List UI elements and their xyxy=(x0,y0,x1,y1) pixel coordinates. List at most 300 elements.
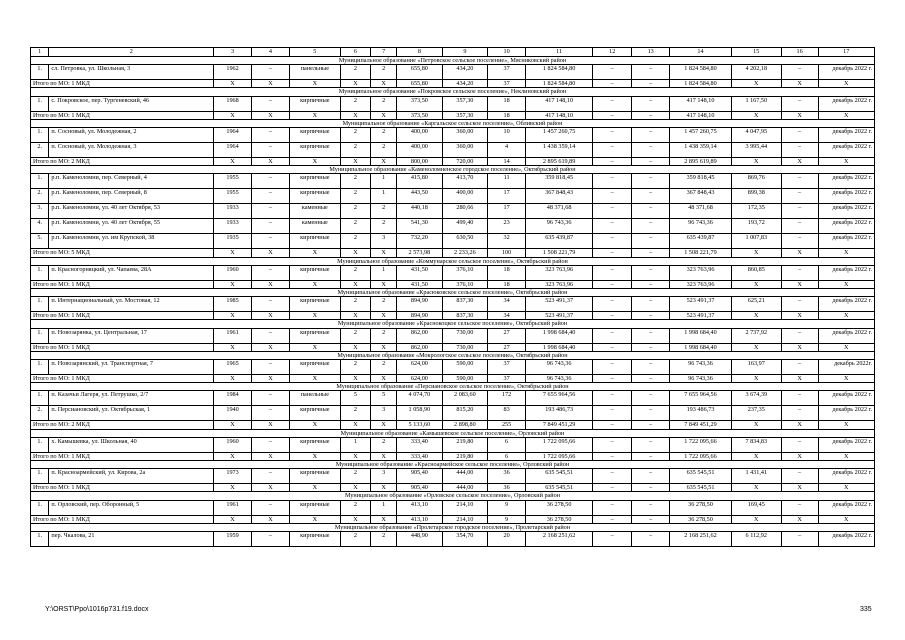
total-cell: Х xyxy=(214,452,252,460)
total-cell: Х xyxy=(340,280,370,288)
table-cell: 732,20 xyxy=(397,234,443,249)
table-cell: 2 xyxy=(340,500,370,515)
table-cell: 1984 xyxy=(214,391,252,406)
table-cell: 1968 xyxy=(214,96,252,111)
table-cell: 1962 xyxy=(214,65,252,80)
total-cell: Х xyxy=(731,452,781,460)
table-cell: – xyxy=(593,469,632,484)
table-cell: 359 818,45 xyxy=(526,174,593,189)
total-cell: Х xyxy=(781,343,818,351)
table-row xyxy=(31,469,875,484)
total-cell: Х xyxy=(781,375,818,383)
table-cell: 1 007,83 xyxy=(731,234,781,249)
section-title: Муниципальное образование «Коммунарское сельское поселение», Октябрьский район xyxy=(31,257,875,265)
table-cell: – xyxy=(251,143,289,158)
total-cell: 2 898,80 xyxy=(442,421,488,429)
total-cell: Х xyxy=(731,249,781,257)
total-cell: 376,10 xyxy=(442,280,488,288)
section-header-row xyxy=(31,257,875,265)
section-header-row xyxy=(31,88,875,96)
table-cell: 17 xyxy=(488,204,526,219)
table-cell: 1. xyxy=(31,65,49,80)
total-row xyxy=(31,80,875,88)
total-cell: Х xyxy=(818,421,874,429)
table-cell: 400,00 xyxy=(397,143,443,158)
table-cell: 523 491,37 xyxy=(670,297,732,312)
table-cell: 3 xyxy=(371,406,397,421)
section-title: Муниципальное образование «Красюковское сельское поселение», Октябрьский район xyxy=(31,289,875,297)
footer-file-path: Y:\ORST\Ppo\1016p731.f19.docx xyxy=(45,606,149,613)
table-cell: 172 xyxy=(488,391,526,406)
table-cell: пер. Чкалова, 21 xyxy=(49,532,214,547)
total-cell: Х xyxy=(289,375,340,383)
table-cell: 2 xyxy=(371,532,397,547)
table-cell: декабрь 2022 г. xyxy=(818,189,874,204)
table-cell: 10 xyxy=(488,128,526,143)
table-cell: – xyxy=(781,234,818,249)
table-cell: 1961 xyxy=(214,328,252,343)
table-cell: – xyxy=(632,204,670,219)
table-cell: кирпичные xyxy=(289,328,340,343)
total-cell: 1 722 095,66 xyxy=(526,452,593,460)
total-label: Итого по МО: 2 МКД xyxy=(31,158,214,166)
total-cell: 590,00 xyxy=(442,375,488,383)
total-cell: 523 491,37 xyxy=(526,312,593,320)
table-cell: – xyxy=(632,174,670,189)
table-cell: 2 xyxy=(340,234,370,249)
table-cell: 1985 xyxy=(214,297,252,312)
total-cell: – xyxy=(632,312,670,320)
table-cell: панельные xyxy=(289,65,340,80)
table-cell: 1933 xyxy=(214,204,252,219)
table-cell: 37 xyxy=(488,65,526,80)
table-cell: 448,90 xyxy=(397,532,443,547)
table-cell: – xyxy=(632,532,670,547)
table-row xyxy=(31,328,875,343)
total-cell: Х xyxy=(731,343,781,351)
table-cell: 1. xyxy=(31,265,49,280)
total-cell: Х xyxy=(214,158,252,166)
table-cell: 2 xyxy=(340,204,370,219)
total-cell: Х xyxy=(371,343,397,351)
table-cell: – xyxy=(251,219,289,234)
total-cell: Х xyxy=(781,421,818,429)
table-cell: 2 xyxy=(371,360,397,375)
total-cell: – xyxy=(593,515,632,523)
table-cell: 2 xyxy=(340,65,370,80)
total-cell: 323 763,96 xyxy=(526,280,593,288)
total-cell: 862,00 xyxy=(397,343,443,351)
table-cell: 2 xyxy=(340,174,370,189)
table-cell: – xyxy=(251,328,289,343)
table-cell: кирпичные xyxy=(289,360,340,375)
total-cell: Х xyxy=(818,515,874,523)
table-cell: 1 xyxy=(340,437,370,452)
total-cell: 255 xyxy=(488,421,526,429)
total-cell: Х xyxy=(214,343,252,351)
table-cell: 4 047,95 xyxy=(731,128,781,143)
table-cell: – xyxy=(593,297,632,312)
table-cell: – xyxy=(593,265,632,280)
table-cell: 323 763,96 xyxy=(670,265,732,280)
table-cell: п. Интернациональный, ул. Мостовая, 12 xyxy=(49,297,214,312)
table-cell: 18 xyxy=(488,265,526,280)
table-cell: 417 148,10 xyxy=(526,96,593,111)
total-cell: Х xyxy=(818,158,874,166)
total-cell: – xyxy=(593,80,632,88)
total-cell: Х xyxy=(818,343,874,351)
table-cell: кирпичные xyxy=(289,500,340,515)
total-cell: Х xyxy=(251,249,289,257)
table-cell: кирпичные xyxy=(289,128,340,143)
table-cell: 2 168 251,62 xyxy=(670,532,732,547)
table-row xyxy=(31,532,875,547)
total-row xyxy=(31,111,875,119)
table-cell: 499,40 xyxy=(442,219,488,234)
total-cell: Х xyxy=(781,484,818,492)
table-cell: – xyxy=(781,532,818,547)
table-cell: декабрь 2022 г. xyxy=(818,328,874,343)
total-row xyxy=(31,452,875,460)
table-cell: – xyxy=(781,204,818,219)
table-cell: 23 xyxy=(488,219,526,234)
table-cell: 1. xyxy=(31,297,49,312)
total-cell: 96 743,36 xyxy=(526,375,593,383)
total-cell: Х xyxy=(251,484,289,492)
total-cell: Х xyxy=(340,111,370,119)
total-cell: 431,50 xyxy=(397,280,443,288)
table-cell: 1 722 095,66 xyxy=(670,437,732,452)
table-cell: 1 xyxy=(371,174,397,189)
table-cell: 815,20 xyxy=(442,406,488,421)
table-cell: 193 486,73 xyxy=(526,406,593,421)
header-row xyxy=(31,48,875,57)
table-cell: 1. xyxy=(31,469,49,484)
table-row xyxy=(31,234,875,249)
total-cell: Х xyxy=(340,80,370,88)
table-cell: 1960 xyxy=(214,265,252,280)
table-cell: 2 xyxy=(371,143,397,158)
total-cell: Х xyxy=(371,280,397,288)
table-cell: – xyxy=(781,265,818,280)
table-cell: декабрь 2022 г. xyxy=(818,469,874,484)
total-cell: 373,50 xyxy=(397,111,443,119)
table-cell: 2. xyxy=(31,406,49,421)
table-cell: 2 xyxy=(340,219,370,234)
table-row xyxy=(31,128,875,143)
total-cell: – xyxy=(632,249,670,257)
header-cell: 3 xyxy=(214,48,252,57)
table-cell: 1959 xyxy=(214,532,252,547)
table-cell: 862,00 xyxy=(397,328,443,343)
table-cell: 7 834,83 xyxy=(731,437,781,452)
table-cell: 354,70 xyxy=(442,532,488,547)
total-cell: Х xyxy=(340,249,370,257)
table-cell: 7 655 964,56 xyxy=(670,391,732,406)
total-row xyxy=(31,375,875,383)
table-cell: декабрь 2022 г. xyxy=(818,219,874,234)
header-cell: 16 xyxy=(781,48,818,57)
table-cell: – xyxy=(593,65,632,80)
table-cell: 1940 xyxy=(214,406,252,421)
total-cell: Х xyxy=(214,375,252,383)
table-cell: 635 439,87 xyxy=(670,234,732,249)
table-cell: 5 xyxy=(371,391,397,406)
total-label: Итого по МО: 1 МКД xyxy=(31,111,214,119)
total-label: Итого по МО: 1 МКД xyxy=(31,312,214,320)
section-header-row xyxy=(31,166,875,174)
table-cell: 3 xyxy=(371,234,397,249)
total-row xyxy=(31,249,875,257)
table-cell: р.п. Каменоломни, ул. 40 лет Октября, 55 xyxy=(49,219,214,234)
table-cell: 635 439,87 xyxy=(526,234,593,249)
table-cell: р.п. Каменоломни, пер. Северный, 8 xyxy=(49,189,214,204)
table-cell: 2 xyxy=(340,297,370,312)
table-cell: – xyxy=(251,532,289,547)
table-cell: п. Сосновый, ул. Молодежная, 3 xyxy=(49,143,214,158)
table-cell: 359 818,45 xyxy=(670,174,732,189)
header-cell: 7 xyxy=(371,48,397,57)
total-cell: 96 743,36 xyxy=(670,375,732,383)
table-cell: 83 xyxy=(488,406,526,421)
total-cell: Х xyxy=(340,484,370,492)
table-cell: 9 xyxy=(488,500,526,515)
total-cell: 6 xyxy=(488,452,526,460)
total-cell: Х xyxy=(371,80,397,88)
total-cell: 2 573,98 xyxy=(397,249,443,257)
table-cell: 34 xyxy=(488,297,526,312)
table-cell: панельные xyxy=(289,391,340,406)
total-label: Итого по МО: 1 МКД xyxy=(31,484,214,492)
table-cell: 635 545,51 xyxy=(526,469,593,484)
table-cell: – xyxy=(593,128,632,143)
table-cell: декабрь 2022 г. xyxy=(818,265,874,280)
total-cell: Х xyxy=(251,375,289,383)
total-cell: Х xyxy=(289,343,340,351)
total-cell: 214,10 xyxy=(442,515,488,523)
total-cell: Х xyxy=(251,158,289,166)
total-cell: 219,80 xyxy=(442,452,488,460)
table-cell: 2 168 251,62 xyxy=(526,532,593,547)
table-cell: каменные xyxy=(289,219,340,234)
section-title: Муниципальное образование «Краснокоцкое сельское поселение», Октябрьский район xyxy=(31,320,875,328)
total-cell: 333,40 xyxy=(397,452,443,460)
total-cell: 1 998 684,40 xyxy=(526,343,593,351)
table-cell: 214,10 xyxy=(442,500,488,515)
total-cell: Х xyxy=(818,375,874,383)
table-cell: 20 xyxy=(488,532,526,547)
total-cell: Х xyxy=(781,249,818,257)
total-cell: 444,00 xyxy=(442,484,488,492)
total-cell: Х xyxy=(731,111,781,119)
total-cell: 894,90 xyxy=(397,312,443,320)
total-cell: Х xyxy=(340,375,370,383)
table-cell: 413,10 xyxy=(397,500,443,515)
table-cell: – xyxy=(593,143,632,158)
section-header-row xyxy=(31,523,875,531)
table-cell: 635 545,51 xyxy=(670,469,732,484)
table-cell: – xyxy=(781,65,818,80)
table-cell: 4 074,70 xyxy=(397,391,443,406)
table-cell: 360,00 xyxy=(442,143,488,158)
total-row xyxy=(31,484,875,492)
section-title: Муниципальное образование «Пролетарское городское поселение», Пролетарский район xyxy=(31,523,875,531)
table-cell: 11 xyxy=(488,174,526,189)
table-row xyxy=(31,204,875,219)
table-cell: 2 xyxy=(371,437,397,452)
header-cell: 9 xyxy=(442,48,488,57)
total-cell: 635 545,51 xyxy=(526,484,593,492)
total-cell: 5 133,60 xyxy=(397,421,443,429)
table-cell: р.п. Каменоломни, ул. им Крупской, 38 xyxy=(49,234,214,249)
total-row xyxy=(31,421,875,429)
total-cell: – xyxy=(632,484,670,492)
table-cell: – xyxy=(251,406,289,421)
table-cell: п. Красногорняцкий, ул. Чапаева, 28А xyxy=(49,265,214,280)
table-cell: 630,50 xyxy=(442,234,488,249)
total-cell: Х xyxy=(731,158,781,166)
table-cell: – xyxy=(632,437,670,452)
table-cell: – xyxy=(632,391,670,406)
table-row xyxy=(31,219,875,234)
table-cell: 899,38 xyxy=(731,189,781,204)
total-cell: – xyxy=(593,280,632,288)
total-cell: 37 xyxy=(488,375,526,383)
table-cell: 18 xyxy=(488,96,526,111)
table-cell: 431,50 xyxy=(397,265,443,280)
table-cell: 4. xyxy=(31,219,49,234)
table-cell: кирпичные xyxy=(289,174,340,189)
total-cell: 2 895 619,89 xyxy=(526,158,593,166)
total-cell: Х xyxy=(818,111,874,119)
table-cell: – xyxy=(593,532,632,547)
total-cell: 1 824 584,80 xyxy=(670,80,732,88)
total-cell: Х xyxy=(251,80,289,88)
table-cell: 219,80 xyxy=(442,437,488,452)
total-cell: 434,20 xyxy=(442,80,488,88)
table-cell: – xyxy=(251,96,289,111)
table-cell: 2 xyxy=(340,469,370,484)
table-cell: 624,00 xyxy=(397,360,443,375)
total-label: Итого по МО: 1 МКД xyxy=(31,375,214,383)
header-cell: 14 xyxy=(670,48,732,57)
table-cell: 523 491,37 xyxy=(526,297,593,312)
table-cell: 2 xyxy=(371,204,397,219)
table-row xyxy=(31,437,875,452)
total-cell: 36 278,50 xyxy=(526,515,593,523)
total-cell: 730,00 xyxy=(442,343,488,351)
section-title: Муниципальное образование «Петровское сельское поселение», Мясниковский район xyxy=(31,57,875,65)
table-cell: 655,80 xyxy=(397,65,443,80)
table-cell: 1955 xyxy=(214,174,252,189)
table-cell: 5. xyxy=(31,234,49,249)
total-cell: Х xyxy=(214,312,252,320)
table-cell: декабрь 2022 г. xyxy=(818,204,874,219)
header-cell: 13 xyxy=(632,48,670,57)
table-cell: 2 xyxy=(371,128,397,143)
table-cell: 1. xyxy=(31,96,49,111)
total-cell: 624,00 xyxy=(397,375,443,383)
table-cell: 400,00 xyxy=(442,189,488,204)
table-cell: 1 167,50 xyxy=(731,96,781,111)
table-cell: 2 xyxy=(371,297,397,312)
table-cell: 36 xyxy=(488,469,526,484)
section-title: Муниципальное образование «Мокрологское сельское поселение», Октябрьский район xyxy=(31,351,875,359)
total-cell: 34 xyxy=(488,312,526,320)
table-cell: 1 xyxy=(371,265,397,280)
table-cell: – xyxy=(781,469,818,484)
table-cell: 400,00 xyxy=(397,128,443,143)
table-cell: 96 743,36 xyxy=(526,219,593,234)
table-cell: 193 486,73 xyxy=(670,406,732,421)
table-cell: 3 674,39 xyxy=(731,391,781,406)
total-cell: – xyxy=(632,421,670,429)
section-header-row xyxy=(31,461,875,469)
total-cell: 36 278,50 xyxy=(670,515,732,523)
table-cell: – xyxy=(781,96,818,111)
total-cell: 1 508 221,79 xyxy=(526,249,593,257)
total-cell: 7 849 451,29 xyxy=(526,421,593,429)
section-title: Муниципальное образование «Каменоломненское городское поселение», Октябрьский район xyxy=(31,166,875,174)
total-cell: Х xyxy=(251,515,289,523)
table-cell: 1 xyxy=(371,500,397,515)
total-cell: Х xyxy=(371,515,397,523)
table-cell: кирпичные xyxy=(289,234,340,249)
table-cell: 1 722 095,66 xyxy=(526,437,593,452)
table-cell: 237,35 xyxy=(731,406,781,421)
table-cell: – xyxy=(593,328,632,343)
table-cell: 2 xyxy=(340,532,370,547)
header-cell: 5 xyxy=(289,48,340,57)
table-cell: 1 438 359,14 xyxy=(526,143,593,158)
total-cell: – xyxy=(632,452,670,460)
section-title: Муниципальное образование «Покровское сельское поселение», Неклиновский район xyxy=(31,88,875,96)
table-cell: кирпичные xyxy=(289,532,340,547)
total-cell: 1 508 221,79 xyxy=(670,249,732,257)
table-cell: 96 743,36 xyxy=(526,360,593,375)
table-cell: – xyxy=(632,189,670,204)
total-cell: Х xyxy=(731,312,781,320)
table-cell: 2 083,60 xyxy=(442,391,488,406)
total-cell: Х xyxy=(371,421,397,429)
table-cell: 541,30 xyxy=(397,219,443,234)
table-cell: декабрь 2022 г. xyxy=(818,391,874,406)
table-cell: 413,70 xyxy=(442,174,488,189)
table-cell: 1 xyxy=(371,189,397,204)
table-cell: 193,72 xyxy=(731,219,781,234)
total-cell: Х xyxy=(214,515,252,523)
table-cell: кирпичные xyxy=(289,189,340,204)
table-cell: 36 278,50 xyxy=(526,500,593,515)
section-header-row xyxy=(31,429,875,437)
total-cell: Х xyxy=(340,452,370,460)
table-cell: – xyxy=(632,128,670,143)
table-cell: – xyxy=(781,297,818,312)
total-cell: Х xyxy=(289,312,340,320)
table-cell: – xyxy=(781,328,818,343)
table-cell: 590,00 xyxy=(442,360,488,375)
total-cell: – xyxy=(632,80,670,88)
table-cell: 4 202,18 xyxy=(731,65,781,80)
table-cell: 1973 xyxy=(214,469,252,484)
total-cell: Х xyxy=(289,421,340,429)
table-cell: – xyxy=(251,469,289,484)
table-cell: 1 998 684,40 xyxy=(526,328,593,343)
total-cell: Х xyxy=(340,312,370,320)
table-cell: – xyxy=(593,189,632,204)
table-cell: – xyxy=(632,469,670,484)
total-cell: Х xyxy=(818,280,874,288)
